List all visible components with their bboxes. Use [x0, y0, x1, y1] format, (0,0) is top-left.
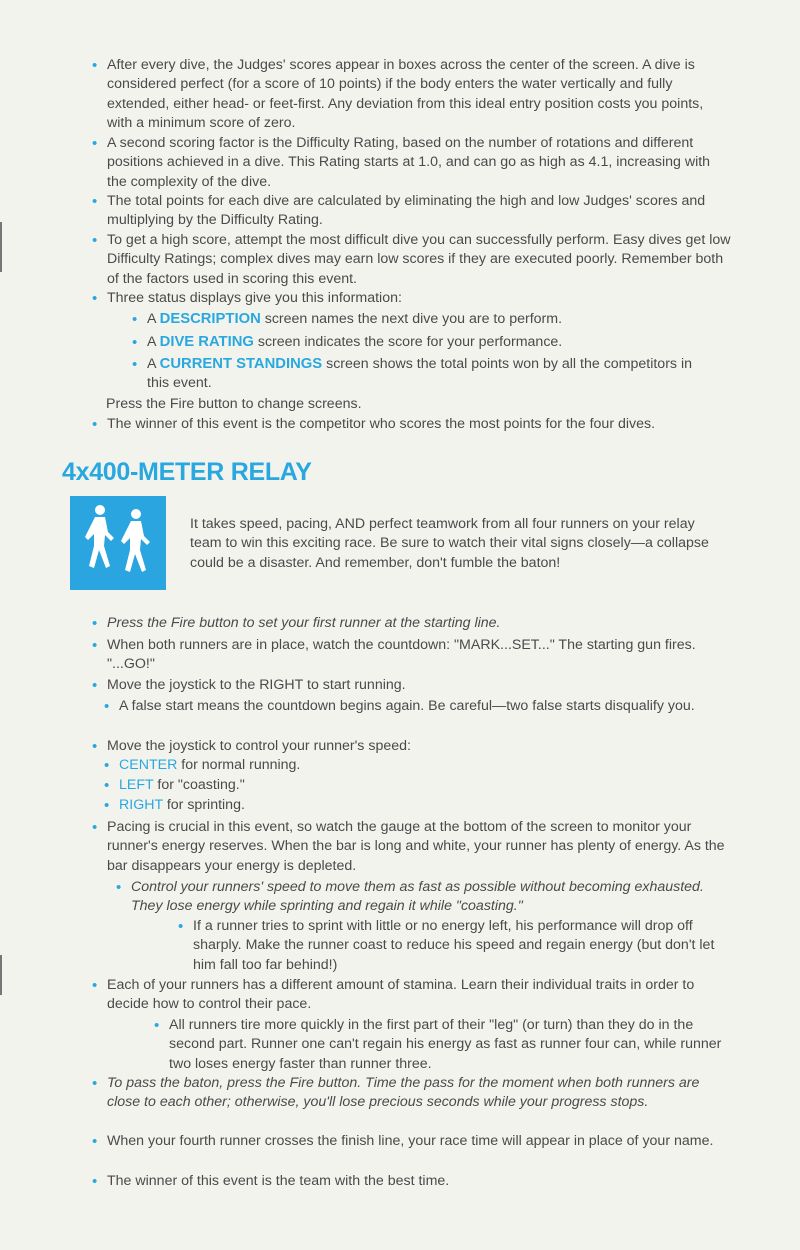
paragraph: • Each of your runners has a different amount of stamina. Learn their individual traits in order to decide how to control their pace.	[92, 976, 732, 1015]
speed-right: • RIGHT for sprinting.	[104, 796, 704, 815]
paragraph: • Move the joystick to control your runner's speed:	[92, 737, 732, 756]
bullet	[92, 1074, 108, 1093]
paragraph: • Three status displays give you this information:	[92, 289, 732, 308]
bullet	[92, 636, 108, 655]
paragraph: • After every dive, the Judges' scores appear in boxes across the center of the screen. A dive is considered perfect (for a score of 10 points) if the body enters the water vertically and fully extended, either head- or feet-first. Any deviation from this ideal entry position costs you points, with a minimum score of zero.	[92, 56, 732, 134]
bullet	[92, 818, 108, 837]
bullet	[154, 1016, 170, 1035]
bullet	[92, 676, 108, 695]
binding-mark	[0, 955, 2, 995]
bullet	[92, 976, 108, 995]
bullet	[92, 134, 108, 153]
bullet	[92, 289, 108, 308]
paragraph: • When both runners are in place, watch the countdown: "MARK...SET..." The starting gun fires. "...GO!"	[92, 636, 732, 675]
bullet	[132, 310, 148, 329]
paragraph: • The winner of this event is the team with the best time.	[92, 1172, 732, 1191]
status-dive-rating: • A DIVE RATING screen indicates the score for your performance.	[132, 333, 732, 352]
status-current-standings: • A CURRENT STANDINGS screen shows the total points won by all the competitors in this event.	[132, 355, 692, 394]
paragraph: • To pass the baton, press the Fire button. Time the pass for the moment when both runners are close to each other; otherwise, you'll lose precious seconds while your progress stops.	[92, 1074, 732, 1113]
paragraph: • A second scoring factor is the Difficulty Rating, based on the number of rotations and different positions achieved in a dive. This Rating starts at 1.0, and can go as high as 4.1, increasing with the complexity of the dive.	[92, 134, 732, 192]
bullet	[132, 355, 148, 374]
bullet	[132, 333, 148, 352]
sub-paragraph: • All runners tire more quickly in the first part of their "leg" (or turn) than they do in the second part. Runner one can't regain his energy as fast as runner four can, while runner two loses energy faster than runner three.	[154, 1016, 742, 1074]
bullet	[104, 697, 120, 716]
paragraph: • The winner of this event is the competitor who scores the most points for the four dives.	[92, 415, 732, 434]
speed-left: • LEFT for "coasting."	[104, 776, 704, 795]
bullet	[92, 737, 108, 756]
bullet	[92, 1132, 108, 1151]
paragraph: • To get a high score, attempt the most difficult dive you can successfully perform. Easy dives get low Difficulty Ratings; complex dives may earn low scores if they are executed poorly. Remember both of the factors used in scoring this event.	[92, 231, 732, 289]
section-title: 4x400-METER RELAY	[62, 458, 312, 486]
bullet	[92, 231, 108, 250]
status-description: • A DESCRIPTION screen names the next dive you are to perform.	[132, 310, 732, 329]
bullet	[92, 415, 108, 434]
paragraph: • Press the Fire button to set your first runner at the starting line.	[92, 614, 732, 633]
press-fire-text: Press the Fire button to change screens.	[106, 396, 362, 412]
relay-intro: It takes speed, pacing, AND perfect teamwork from all four runners on your relay team to win this exciting race. Be sure to watch their vital signs closely—a collapse could be a disaster. And remember, don't fumble the baton!	[190, 516, 709, 571]
paragraph: • Move the joystick to the RIGHT to start running.	[92, 676, 732, 695]
sub-sub-paragraph: • If a runner tries to sprint with little or no energy left, his performance will drop off sharply. Make the runner coast to reduce his speed and regain energy (but don't let him fall too far behind!)	[178, 917, 738, 975]
paragraph: • The total points for each dive are calculated by eliminating the high and low Judges' scores and multiplying by the Difficulty Rating.	[92, 192, 732, 231]
paragraph: • When your fourth runner crosses the finish line, your race time will appear in place of your name.	[92, 1132, 732, 1151]
binding-mark	[0, 222, 2, 272]
speed-center: • CENTER for normal running.	[104, 756, 704, 775]
sub-paragraph: • A false start means the countdown begins again. Be careful—two false starts disqualify you.	[104, 697, 732, 716]
sub-paragraph: • Control your runners' speed to move them as fast as possible without becoming exhausted. They lose energy while sprinting and regain it while "coasting."	[116, 878, 738, 917]
bullet	[92, 614, 108, 633]
bullet	[92, 192, 108, 211]
paragraph: • Pacing is crucial in this event, so watch the gauge at the bottom of the screen to monitor your runner's energy reserves. When the bar is long and white, your runner has plenty of energy. As the bar disappears your energy is depleted.	[92, 818, 732, 876]
bullet	[104, 756, 120, 775]
two-runners-icon	[70, 496, 166, 590]
bullet	[92, 1172, 108, 1191]
bullet	[104, 796, 120, 815]
bullet	[104, 776, 120, 795]
bullet	[92, 56, 108, 75]
bullet	[116, 878, 132, 897]
bullet	[178, 917, 194, 936]
